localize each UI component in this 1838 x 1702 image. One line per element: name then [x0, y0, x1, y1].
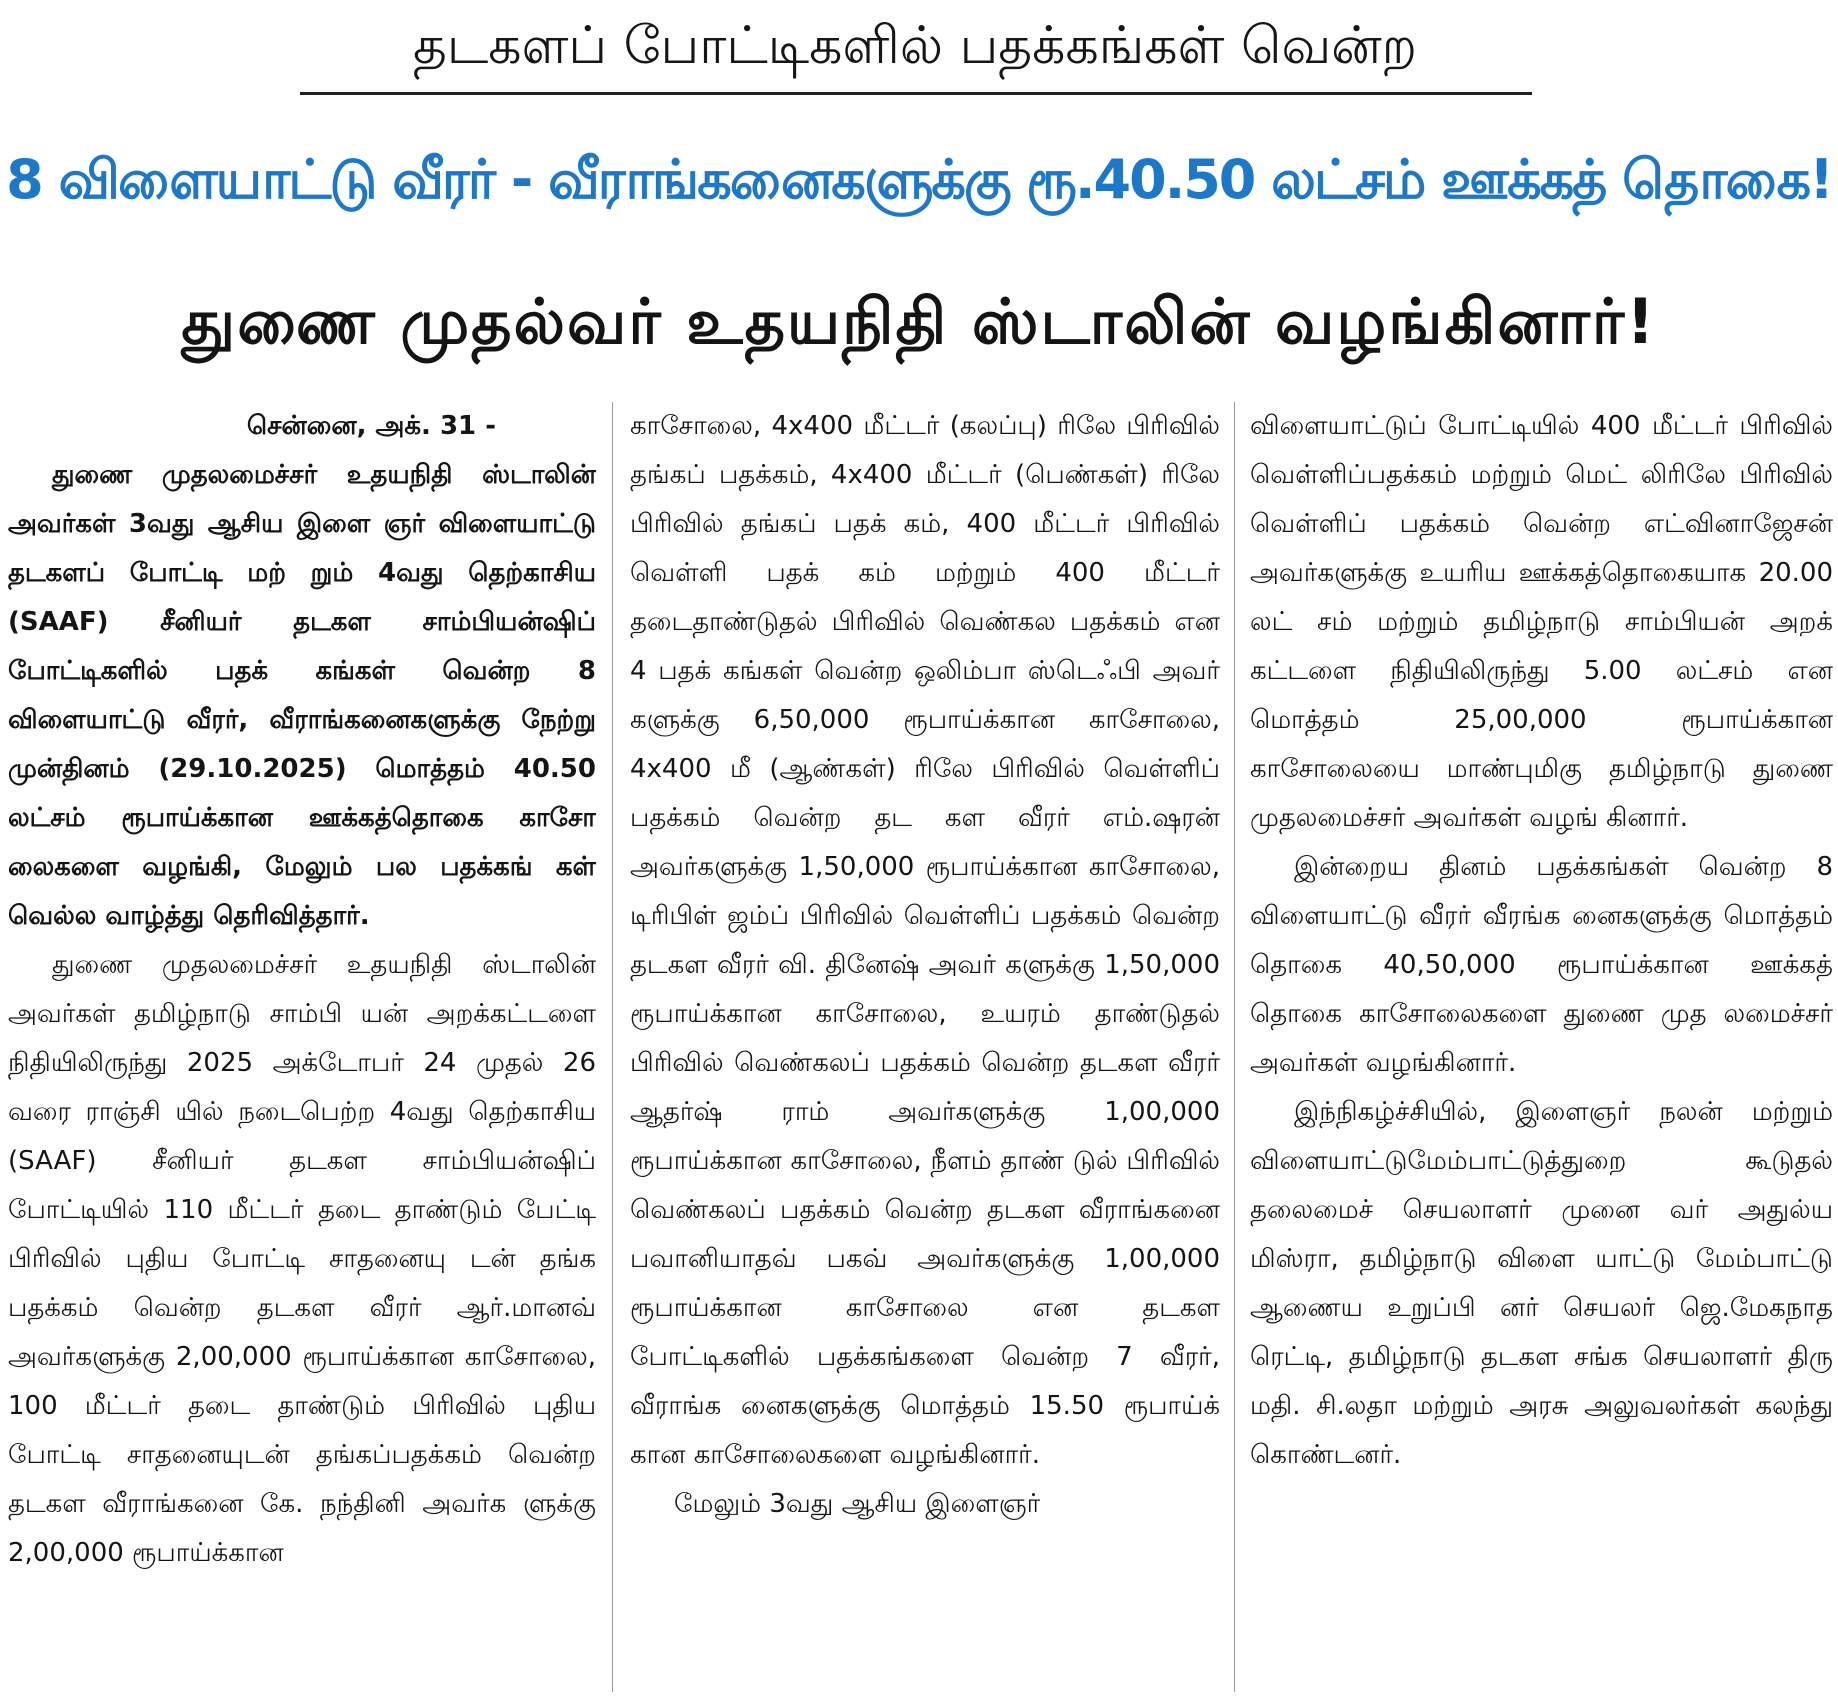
column-divider	[612, 402, 613, 1692]
article-headline: 8 விளையாட்டு வீரர் - வீராங்கனைகளுக்கு ரூ.40.50 லட்சம் ஊக்கத் தொகை!	[6, 148, 1832, 211]
article-paragraph-2: காசோலை, 4x400 மீட்டர் (கலப்பு) ரிலே பிரிவில் தங்கப் பதக்கம், 4x400 மீட்டர் (பெண்கள்) ரிலே பிரிவில் தங்கப் பதக் கம், 400 மீட்டர் பிரிவில் வெள்ளி பதக் கம் மற்றும் 400 மீட்டர் தடைதாண்டுதல் பிரிவில் வெண்கல பதக்கம் என 4 பதக் கங்கள் வென்ற ஒலிம்பா ஸ்டெஃபி அவர் களுக்கு 6,50,000 ரூபாய்க்கான காசோலை, 4x400 மீ (ஆண்கள்) ரிலே பிரிவில் வெள்ளிப் பதக்கம் வென்ற தட கள வீரர் எம்.ஷரன் அவர்களுக்கு 1,50,000 ரூபாய்க்கான காசோலை, டிரிபிள் ஜம்ப் பிரிவில் வெள்ளிப் பதக்கம் வென்ற தடகள வீரர் வி. தினேஷ் அவர் களுக்கு 1,50,000 ரூபாய்க்கான காசோலை, உயரம் தாண்டுதல் பிரிவில் வெண்கலப் பதக்கம் வென்ற தடகள வீரர் ஆதர்ஷ் ராம் அவர்களுக்கு 1,00,000 ரூபாய்க்கான காசோலை, நீளம் தாண் டுல் பிரிவில் வெண்கலப் பதக்கம் வென்ற தடகள வீராங்கனை பவானியாதவ் பகவ் அவர்களுக்கு 1,00,000 ரூபாய்க்கான காசோலை என தடகள போட்டிகளில் பதக்கங்களை வென்ற 7 வீரர், வீராங்க னைகளுக்கு மொத்தம் 15.50 ரூபாய்க் கான காசோலைகளை வழங்கினார்.	[630, 411, 1220, 1470]
article-subheadline: துணை முதல்வர் உதயநிதி ஸ்டாலின் வழங்கினார்!	[181, 285, 1657, 358]
kicker-underline	[300, 92, 1532, 95]
article-column-3	[1250, 402, 1833, 1692]
article-paragraph-6: இந்நிகழ்ச்சியில், இளைஞர் நலன் மற்றும் விளையாட்டுமேம்பாட்டுத்துறை கூடுதல் தலைமைச் செயலாளர் முனை வர் அதுல்ய மிஸ்ரா, தமிழ்நாடு விளை யாட்டு மேம்பாட்டு ஆணைய உறுப்பி னர் செயலர் ஜெ.மேகநாத ரெட்டி, தமிழ்நாடு தடகள சங்க செயலாளர் திரு மதி. சி.லதா மற்றும் அரசு அலுவலர்கள் கலந்து கொண்டனர்.	[1250, 1097, 1833, 1470]
column-divider	[1234, 402, 1235, 1692]
article-dateline: சென்னை, அக். 31 -	[246, 411, 496, 441]
article-column-2	[630, 402, 1220, 1692]
article-column-1	[8, 402, 596, 1692]
article-paragraph-1: துணை முதலமைச்சர் உதயநிதி ஸ்டாலின் அவர்கள் தமிழ்நாடு சாம்பி யன் அறக்கட்டளை நிதியிலிருந்து 2025 அக்டோபர் 24 முதல் 26 வரை ராஞ்சி யில் நடைபெற்ற 4வது தெற்காசிய (SAAF) சீனியர் தடகள சாம்பியன்ஷிப் போட்டியில் 110 மீட்டர் தடை தாண்டும் பேட்டி பிரிவில் புதிய போட்டி சாதனையு டன் தங்க பதக்கம் வென்ற தடகள வீரர் ஆர்.மானவ் அவர்களுக்கு 2,00,000 ரூபாய்க்கான காசோலை, 100 மீட்டர் தடை தாண்டும் பிரிவில் புதிய போட்டி சாதனையுடன் தங்கப்பதக்கம் வென்ற தடகள வீராங்கனை கே. நந்தினி அவர்க ளுக்கு 2,00,000 ரூபாய்க்கான	[8, 950, 596, 1568]
article-paragraph-4: விளையாட்டுப் போட்டியில் 400 மீட்டர் பிரிவில் வெள்ளிப்பதக்கம் மற்றும் மெட் லிரிலே பிரிவில் வெள்ளிப் பதக்கம் வென்ற எட்வினாஜேசன் அவர்களுக்கு உயரிய ஊக்கத்தொகையாக 20.00 லட் சம் மற்றும் தமிழ்நாடு சாம்பியன் அறக் கட்டளை நிதியிலிருந்து 5.00 லட்சம் என மொத்தம் 25,00,000 ரூபாய்க்கான காசோலையை மாண்புமிகு தமிழ்நாடு துணை முதலமைச்சர் அவர்கள் வழங் கினார்.	[1250, 411, 1833, 833]
article-lead-paragraph: துணை முதலமைச்சர் உதயநிதி ஸ்டாலின் அவர்கள் 3வது ஆசிய இளை ஞர் விளையாட்டு தடகளப் போட்டி மற் றும் 4வது தெற்காசிய (SAAF) சீனியர் தடகள சாம்பியன்ஷிப் போட்டிகளில் பதக் கங்கள் வென்ற 8 விளையாட்டு வீரர், வீராங்கனைகளுக்கு நேற்று முன்தினம் (29.10.2025) மொத்தம் 40.50 லட்சம் ரூபாய்க்கான ஊக்கத்தொகை காசோ லைகளை வழங்கி, மேலும் பல பதக்கங் கள் வெல்ல வாழ்த்து தெரிவித்தார்.	[8, 460, 596, 931]
article-kicker: தடகளப் போட்டிகளில் பதக்கங்கள் வென்ற	[412, 16, 1418, 76]
article-paragraph-3: மேலும் 3வது ஆசிய இளைஞர்	[674, 1489, 1041, 1519]
article-paragraph-5: இன்றைய தினம் பதக்கங்கள் வென்ற 8 விளையாட்டு வீரர் வீரங்க னைகளுக்கு மொத்தம் தொகை 40,50,000 ரூபாய்க்கான ஊக்கத் தொகை காசோலைகளை துணை முத லமைச்சர் அவர்கள் வழங்கினார்.	[1250, 852, 1833, 1078]
